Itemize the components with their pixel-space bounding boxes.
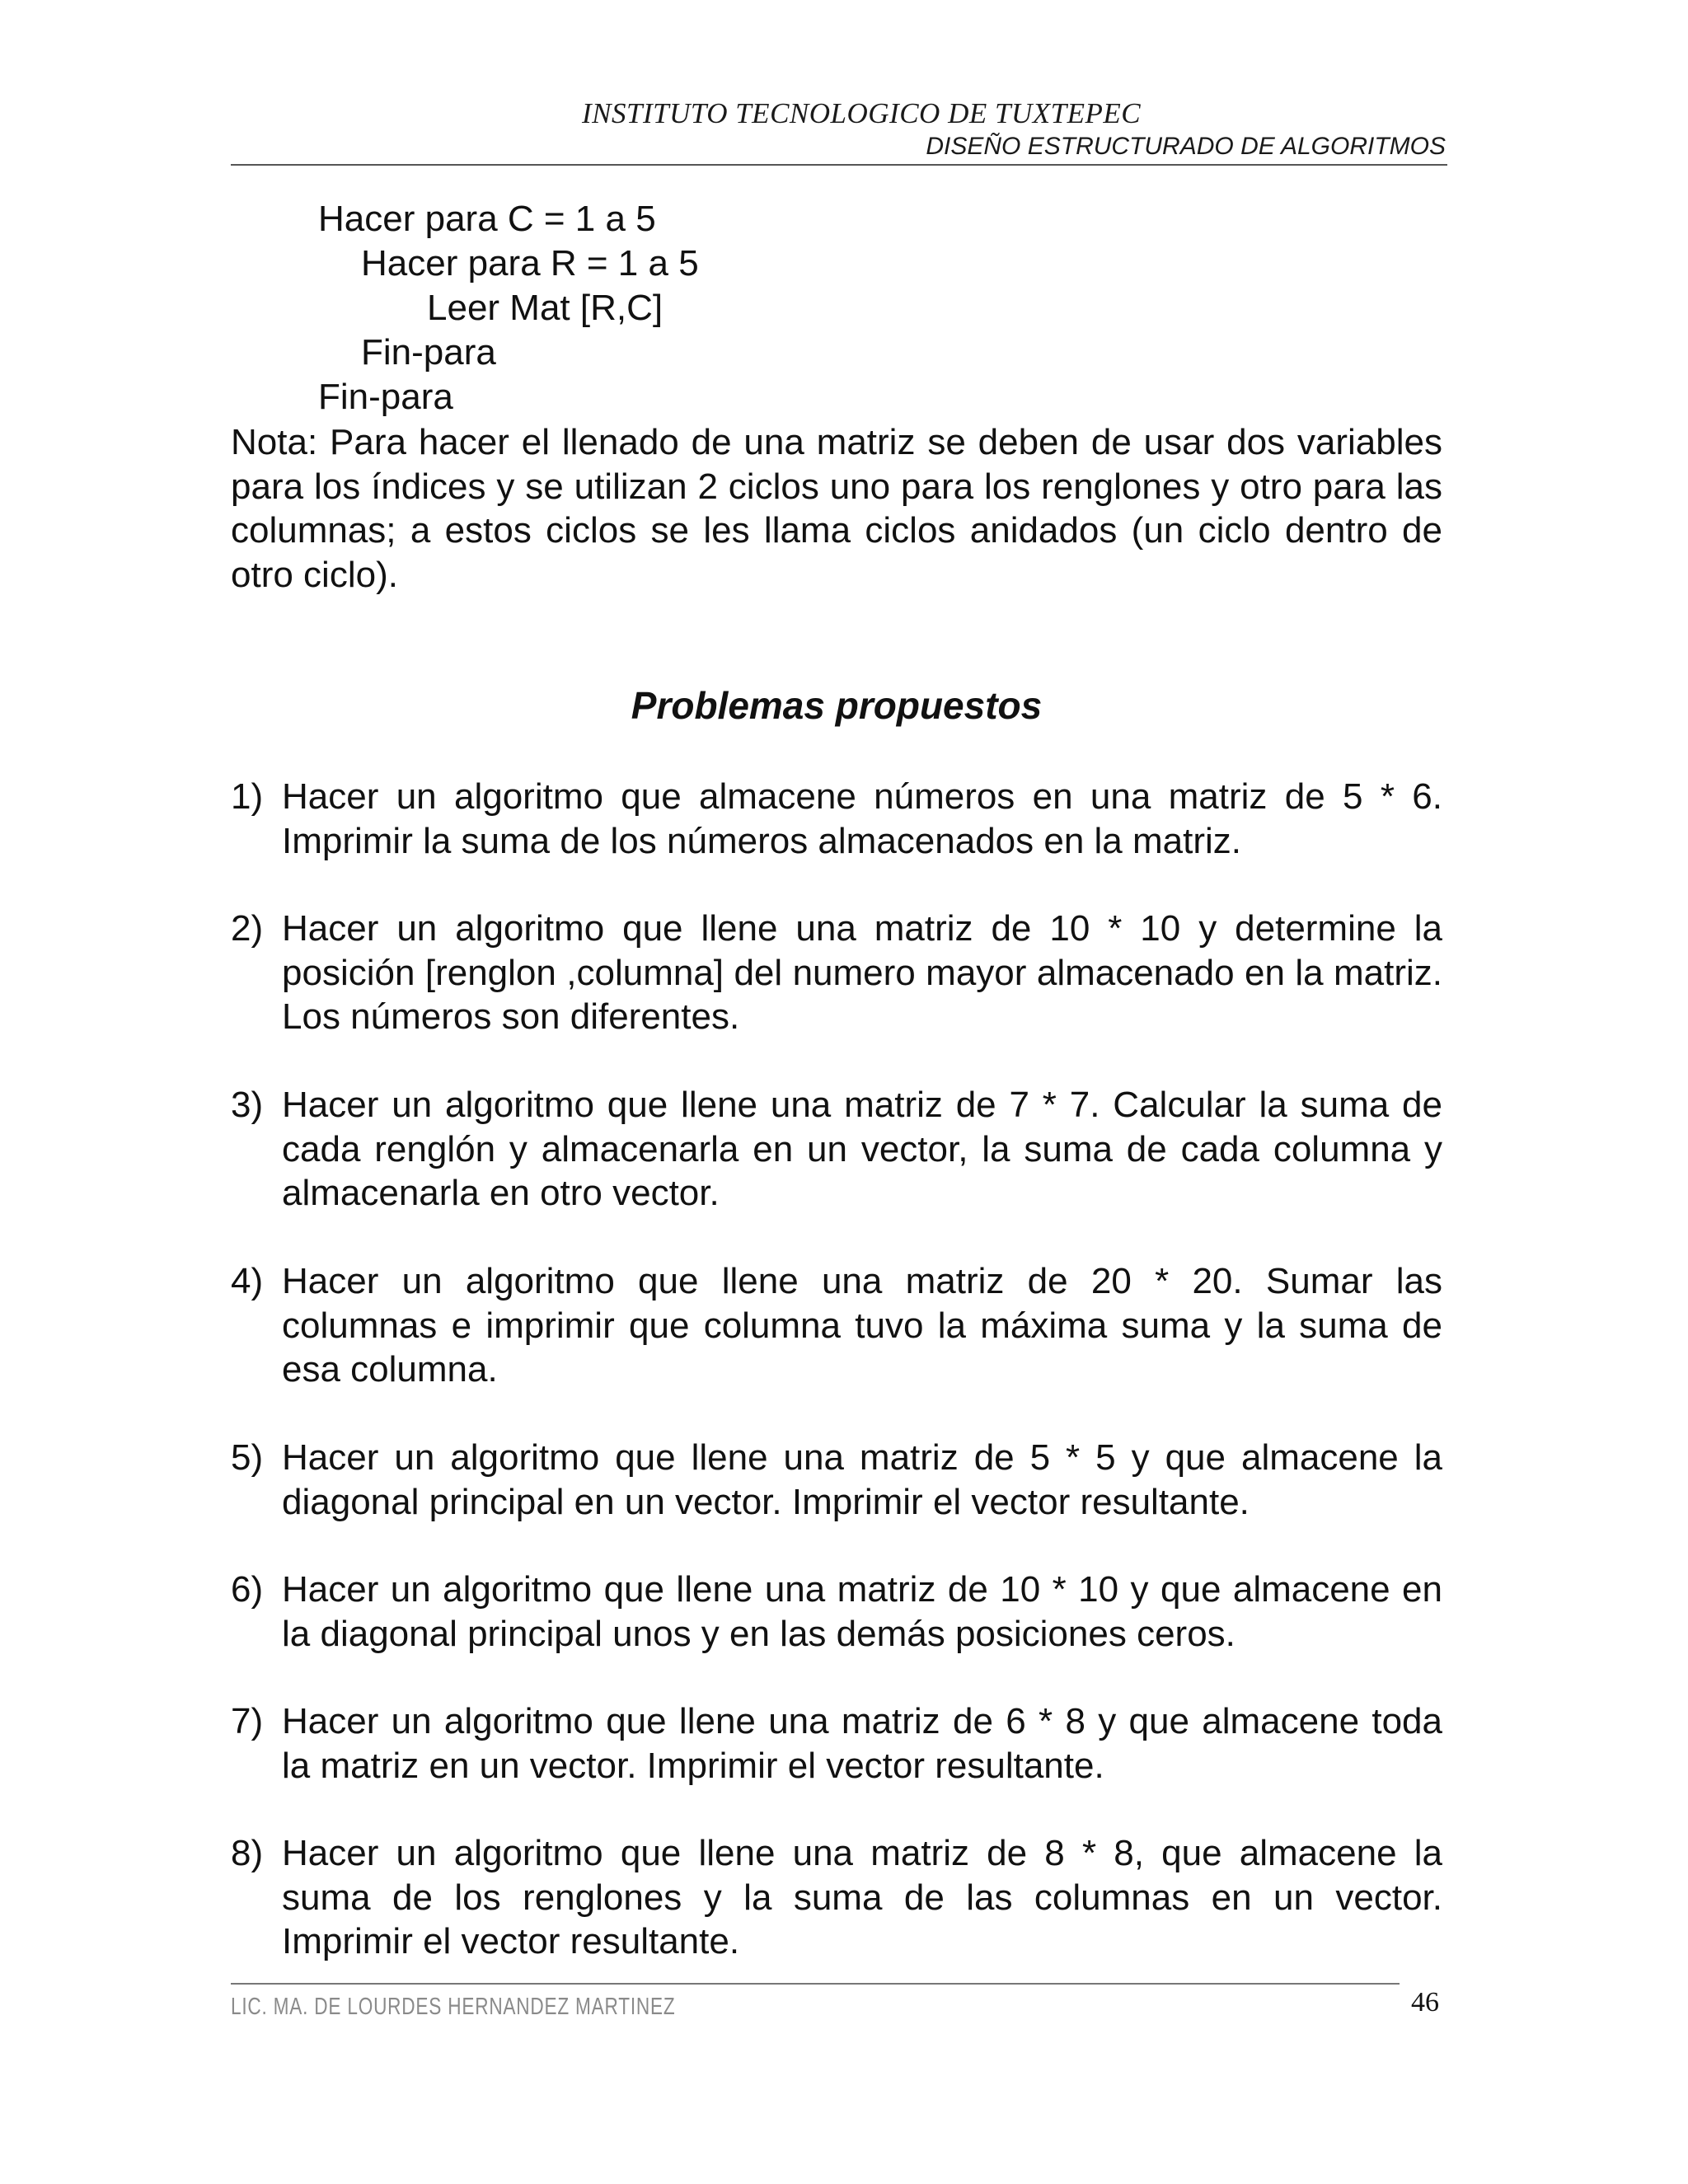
problem-number: 4) [231,1261,264,1301]
code-line-3: Leer Mat [R,C] [427,288,663,328]
code-line-1: Hacer para C = 1 a 5 [318,199,656,239]
code-line-4: Fin-para [361,332,496,373]
problem-number: 8) [231,1833,264,1873]
header-institution: INSTITUTO TECNOLOGICO DE TUXTEPEC [582,97,1142,129]
problem-text: Hacer un algoritmo que llene una matriz de 6 * 8 y que almacene toda la matriz en un vector. Imprimir el vector resultante. [282,1701,1442,1786]
problem-text: Hacer un algoritmo que llene una matriz de 7 * 7. Calcular la suma de cada renglón y almacenarla en un vector, la suma de cada columna y almacenarla en otro vector. [282,1085,1442,1213]
page-number: 46 [1411,1987,1439,2018]
code-line-5: Fin-para [318,377,453,417]
problem-number: 6) [231,1569,264,1610]
header-divider [231,164,1447,166]
problem-number: 7) [231,1701,264,1741]
problem-text: Hacer un algoritmo que llene una matriz de 10 * 10 y que almacene en la diagonal principal unos y en las demás posiciones ceros. [282,1569,1442,1654]
problem-text: Hacer un algoritmo que llene una matriz de 10 * 10 y determine la posición [renglon ,columna] del numero mayor almacenado en la matriz. Los números son diferentes. [282,908,1442,1037]
footer-divider [231,1983,1400,1985]
problem-text: Hacer un algoritmo que almacene números en una matriz de 5 * 6. Imprimir la suma de los números almacenados en la matriz. [282,776,1442,861]
problem-number: 5) [231,1437,264,1478]
header-course: DISEÑO ESTRUCTURADO DE ALGORITMOS [926,133,1446,160]
problem-text: Hacer un algoritmo que llene una matriz de 8 * 8, que almacene la suma de los renglones y la suma de las columnas en un vector. Imprimir el vector resultante. [282,1833,1442,1961]
problem-number: 3) [231,1085,264,1125]
code-line-2: Hacer para R = 1 a 5 [361,243,699,284]
problem-number: 2) [231,908,264,949]
problem-text: Hacer un algoritmo que llene una matriz de 5 * 5 y que almacene la diagonal principal en un vector. Imprimir el vector resultante. [282,1437,1442,1522]
footer-author: LIC. MA. DE LOURDES HERNANDEZ MARTINEZ [231,1994,676,2020]
problem-number: 1) [231,776,264,817]
section-title: Problemas propuestos [631,684,1043,727]
problem-text: Hacer un algoritmo que llene una matriz de 20 * 20. Sumar las columnas e imprimir que columna tuvo la máxima suma y la suma de esa columna. [282,1261,1442,1390]
note-paragraph: Nota: Para hacer el llenado de una matriz se deben de usar dos variables para los índices y se utilizan 2 ciclos uno para los renglones y otro para las columnas; a estos ciclos se les llama ciclos anidados (un ciclo dentro de otro ciclo). [231,422,1442,595]
